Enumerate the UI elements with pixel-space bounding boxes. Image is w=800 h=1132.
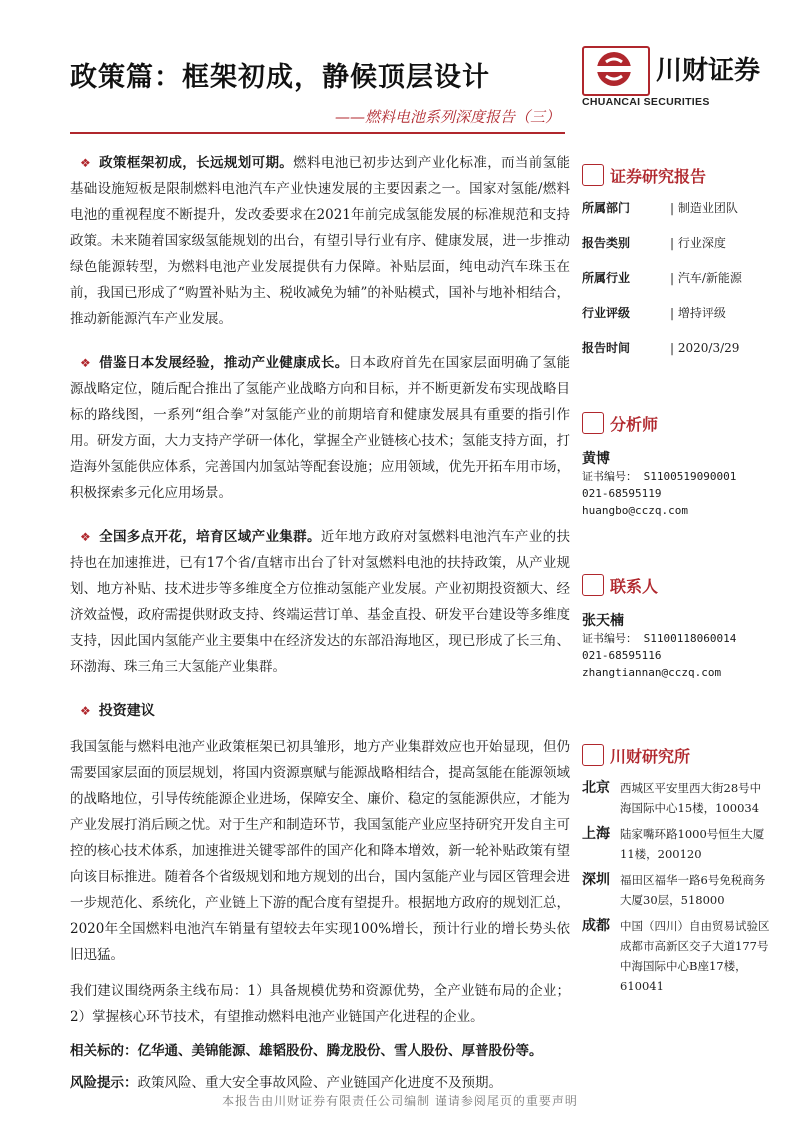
contact-email[interactable]: zhangtiannan@cczq.com	[582, 666, 722, 679]
office-row: 北京 西城区平安里西大街28号中海国际中心15楼，100034	[582, 780, 762, 815]
logo-text-en: CHUANCAI SECURITIES	[582, 96, 710, 108]
title-divider	[70, 132, 565, 134]
diamond-bullet-icon: ❖	[80, 530, 92, 544]
info-row: 报告时间 | 2020/3/29	[582, 340, 740, 355]
section-header: 联系人	[582, 570, 772, 600]
diamond-bullet-icon: ❖	[80, 156, 92, 170]
paragraph-japan: ❖ 借鉴日本发展经验，推动产业健康成长。日本政府首先在国家层面明确了氢能源战略定位，随后配合推出了氢能产业战略方向和目标，并不断更新发布实现战略目标的路线图，一系列“组合拳”对氢能产业的前期培育和健康发展具有重要的指引作用。研发方面，大力支持产学研一体化，掌握全产业链核心技术；氢能支持方面，打造海外氢能供应体系，完善国内加氢站等配套设施；应用领域，优先开拓车用市场，积极探索多元化应用场景。	[70, 355, 571, 501]
report-title: 政策篇：框架初成，静候顶层设计	[70, 62, 490, 93]
page-footer: 本报告由川财证券有限责任公司编制 谨请参阅尾页的重要声明	[222, 1094, 578, 1108]
office-row: 上海 陆家嘴环路1000号恒生大厦11楼，200120	[582, 826, 765, 861]
info-row: 所属行业 | 汽车/新能源	[582, 271, 742, 285]
info-row: 所属部门 | 制造业团队	[582, 201, 738, 215]
paragraph-regional: ❖ 全国多点开花，培育区域产业集群。近年地方政府对氢燃料电池汽车产业的扶持也在加速推进，已有17个省/直辖市出台了针对氢燃料电池的扶持政策，从产业规划、地方补贴、技术进步等多维度全方位推动氢能产业发展。产业初期投资额大、经济效益慢，政府需提供财政支持、终端运营订单、基金直投、研发平台建设等多维度支持，因此国内氢能产业主要集中在经济发达的东部沿海地区，现已形成了长三角、环渤海、珠三角三大氢能产业集群。	[70, 529, 571, 675]
analyst-name: 黄博	[582, 451, 610, 467]
logo-text-cn: 川财证券	[656, 56, 761, 86]
paragraph-risk: 风险提示：政策风险、重大安全事故风险、产业链国产化进度不及预期。	[70, 1075, 502, 1091]
analyst-phone: 021-68595119	[582, 487, 662, 500]
paragraph-related-stocks: 相关标的：亿华通、美锦能源、雄韬股份、腾龙股份、雪人股份、厚普股份等。	[70, 1043, 543, 1059]
info-row: 行业评级 | 增持评级	[582, 306, 726, 320]
sidebar-contact	[582, 570, 772, 681]
diamond-bullet-icon: ❖	[80, 704, 91, 718]
paragraph-investment: 我国氢能与燃料电池产业政策框架已初具雏形，地方产业集群效应也开始显现，但仍需要国家层面的顶层规划，将国内资源禀赋与能源战略相结合，提高氢能在能源领域的战略地位，引导传统能源企业进场，保障安全、廉价、稳定的氢能源供应，才能为产业发展打消后顾之忧。对于生产和制造环节，我国氢能产业应坚持研究开发自主可控的核心技术体系，加速推进关键零部件的国产化和降本增效，新一轮补贴政策有望向该目标推进。随着各个省级规划和地方规划的出台，国内氢能产业与园区管理会进一步规范化、系统化，产业链上下游的配合度有望提升。根据地方政府的规划汇总，2020年全国燃料电池汽车销量有望较去年实现100%增长，预计行业的增长势头依旧迅猛。	[70, 739, 570, 963]
contact-cert: 证书编号： S1100118060014	[582, 632, 737, 645]
section-header: 证券研究报告	[582, 160, 772, 190]
main-content	[70, 150, 570, 1114]
sidebar-institute	[582, 740, 772, 1002]
paragraph-policy: ❖ 政策框架初成，长远规划可期。燃料电池已初步达到产业化标准，而当前氢能基础设施短板是限制燃料电池汽车产业快速发展的主要因素之一。国家对氢能/燃料电池的重视程度不断提升，发改委要求在2021年前完成氢能发展的标准规范和支持政策。未来随着国家级氢能规划的出台，有望引导行业有序、健康发展，进一步推动绿色能源转型，为燃料电池产业发展提供有力保障。补贴层面，纯电动汽车珠玉在前，我国已形成了“购置补贴为主、税收减免为辅”的补贴模式，国补与地补相结合，推动新能源汽车产业发展。	[70, 155, 571, 327]
section-logo-icon	[582, 412, 604, 434]
section-logo-icon	[582, 574, 604, 596]
section-header: 分析师	[582, 408, 772, 438]
office-row: 深圳 福田区福华一路6号免税商务大厦30层，518000	[582, 872, 766, 907]
investment-heading: ❖ 投资建议	[80, 703, 155, 719]
report-subtitle: ——燃料电池系列深度报告（三）	[334, 108, 560, 126]
analyst-cert: 证书编号： S1100519090001	[582, 470, 737, 483]
sidebar-analyst	[582, 408, 772, 519]
chuancai-logo-icon	[582, 46, 650, 96]
section-header: 川财研究所	[582, 740, 772, 770]
paragraph-recommendation: 我们建议围绕两条主线布局：1）具备规模优势和资源优势，全产业链布局的企业；2）掌握核心环节技术，有望推动燃料电池产业链国产化进程的企业。	[70, 983, 570, 1025]
contact-phone: 021-68595116	[582, 649, 662, 662]
section-logo-icon	[582, 164, 604, 186]
office-row: 成都 中国（四川）自由贸易试验区成都市高新区交子大道177号中海国际中心B座17楼，610041	[582, 918, 770, 993]
sidebar-report-info	[582, 160, 772, 365]
analyst-email[interactable]: huangbo@cczq.com	[582, 504, 688, 517]
contact-name: 张天楠	[582, 613, 624, 629]
info-row: 报告类别 | 行业深度	[582, 236, 726, 250]
section-logo-icon	[582, 744, 604, 766]
diamond-bullet-icon: ❖	[80, 356, 92, 370]
